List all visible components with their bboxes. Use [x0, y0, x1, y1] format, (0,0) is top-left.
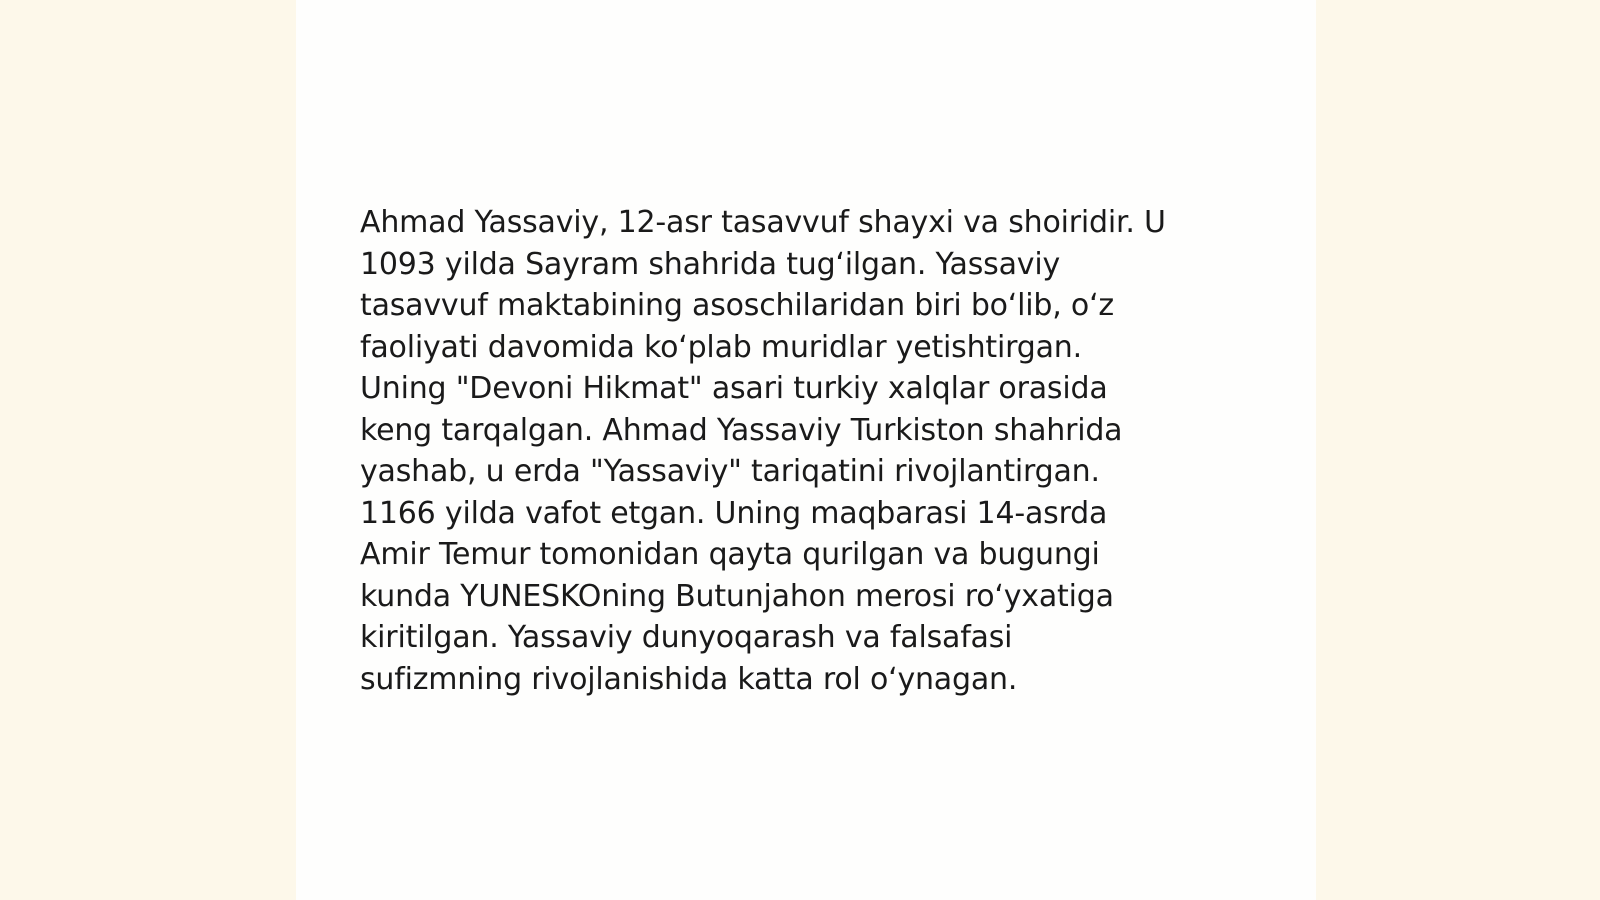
paragraph-line: faoliyati davomida ko‘plab muridlar yetishtirgan.: [360, 329, 1082, 365]
paragraph-line: tasavvuf maktabining asoschilaridan biri bo‘lib, o‘z: [360, 288, 1114, 323]
article-paragraph: [360, 202, 1232, 700]
paragraph-line: 1166 yilda vafot etgan. Uning maqbarasi 14-asrda: [360, 495, 1108, 531]
page-panel: [296, 0, 1316, 900]
paragraph-line: yashab, u erda "Yassaviy" tariqatini rivojlantirgan.: [360, 454, 1100, 489]
paragraph-line: Ahmad Yassaviy, 12-asr tasavvuf shayxi va shoiridir. U: [360, 205, 1166, 240]
paragraph-line: Amir Temur tomonidan qayta qurilgan va bugungi: [360, 537, 1100, 572]
paragraph-line: keng tarqalgan. Ahmad Yassaviy Turkiston shahrida: [360, 412, 1123, 448]
paragraph-line: kunda YUNESKOning Butunjahon merosi ro‘yxatiga: [360, 578, 1114, 614]
paragraph-line: sufizmning rivojlanishida katta rol o‘ynagan.: [360, 661, 1018, 697]
paragraph-line: kiritilgan. Yassaviy dunyoqarash va falsafasi: [360, 620, 1013, 655]
paragraph-line: 1093 yilda Sayram shahrida tug‘ilgan. Yassaviy: [360, 246, 1061, 282]
paragraph-line: Uning "Devoni Hikmat" asari turkiy xalqlar orasida: [360, 371, 1108, 406]
